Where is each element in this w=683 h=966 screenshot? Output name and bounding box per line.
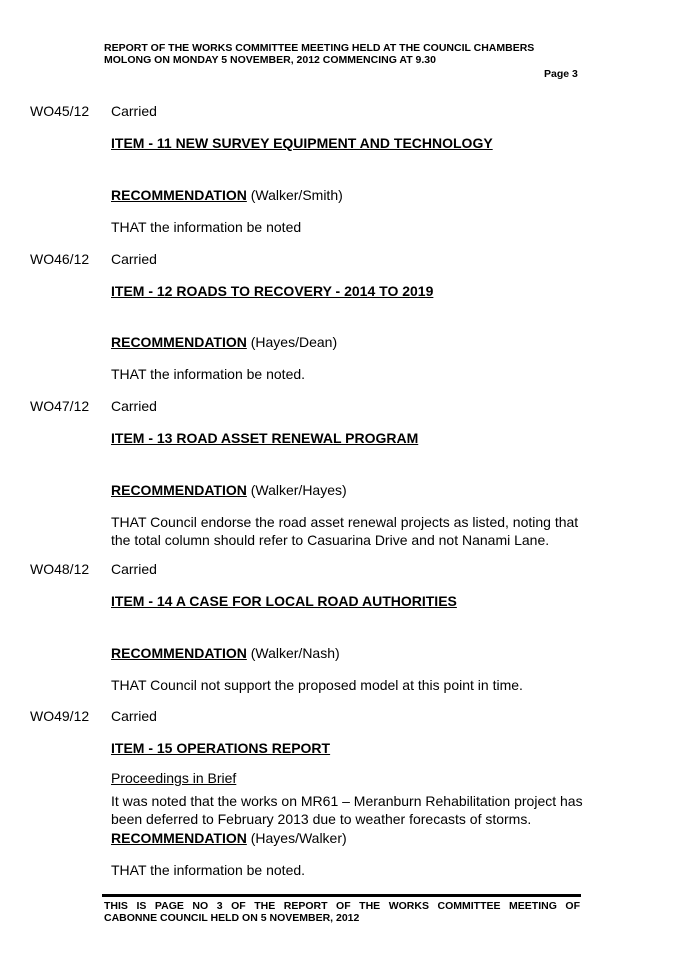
recommendation-movers: (Hayes/Walker) <box>250 830 347 846</box>
proceedings-note: It was noted that the works on MR61 – Meranburn Rehabilitation project has been deferred to February 2013 due to weather forecasts of storms. <box>111 793 583 827</box>
recommendation-line <box>111 829 347 847</box>
item-heading: ITEM - 15 OPERATIONS REPORT <box>111 740 331 756</box>
recommendation-label: RECOMMENDATION <box>111 187 247 203</box>
report-header-line-2: MOLONG ON MONDAY 5 NOVEMBER, 2012 COMMENCING AT 9.30 <box>104 54 436 66</box>
recommendation-text: THAT the information be noted. <box>111 862 306 878</box>
recommendation-movers: (Walker/Smith) <box>250 187 343 203</box>
resolution-number: WO45/12 <box>30 103 90 119</box>
recommendation-movers: (Hayes/Dean) <box>250 334 338 350</box>
recommendation-line <box>111 481 347 499</box>
recommendation-movers: (Walker/Hayes) <box>250 482 347 498</box>
recommendation-label: RECOMMENDATION <box>111 334 247 350</box>
item-heading: ITEM - 13 ROAD ASSET RENEWAL PROGRAM <box>111 430 419 446</box>
recommendation-line <box>111 186 343 204</box>
recommendation-label: RECOMMENDATION <box>111 830 247 846</box>
resolution-status: Carried <box>111 103 157 119</box>
recommendation-label: RECOMMENDATION <box>111 482 247 498</box>
resolution-number: WO49/12 <box>30 708 90 724</box>
footer-line-2: CABONNE COUNCIL HELD ON 5 NOVEMBER, 2012 <box>104 912 360 924</box>
recommendation-label: RECOMMENDATION <box>111 645 247 661</box>
recommendation-text: THAT the information be noted <box>111 219 302 235</box>
recommendation-text: THAT the information be noted. <box>111 366 306 382</box>
resolution-number: WO46/12 <box>30 251 90 267</box>
item-heading: ITEM - 12 ROADS TO RECOVERY - 2014 TO 2019 <box>111 283 434 299</box>
report-header-line-1: REPORT OF THE WORKS COMMITTEE MEETING HELD AT THE COUNCIL CHAMBERS <box>104 42 535 54</box>
recommendation-text: THAT Council not support the proposed model at this point in time. <box>111 677 523 693</box>
footer-divider <box>102 894 581 897</box>
item-heading: ITEM - 11 NEW SURVEY EQUIPMENT AND TECHNOLOGY <box>111 135 493 151</box>
recommendation-text: THAT Council endorse the road asset renewal projects as listed, noting that the total column should refer to Casuarina Drive and not Nanami Lane. <box>111 514 579 548</box>
resolution-status: Carried <box>111 708 157 724</box>
recommendation-movers: (Walker/Nash) <box>250 645 340 661</box>
recommendation-line <box>111 644 340 662</box>
page-number: Page 3 <box>544 68 578 80</box>
resolution-status: Carried <box>111 398 157 414</box>
resolution-status: Carried <box>111 251 157 267</box>
resolution-number: WO47/12 <box>30 398 90 414</box>
resolution-status: Carried <box>111 561 157 577</box>
recommendation-line <box>111 333 337 351</box>
item-heading: ITEM - 14 A CASE FOR LOCAL ROAD AUTHORITIES <box>111 593 457 609</box>
footer-line-1: THIS IS PAGE NO 3 OF THE REPORT OF THE WORKS COMMITTEE MEETING OF <box>104 900 580 912</box>
resolution-number: WO48/12 <box>30 561 90 577</box>
proceedings-subheading: Proceedings in Brief <box>111 770 237 786</box>
